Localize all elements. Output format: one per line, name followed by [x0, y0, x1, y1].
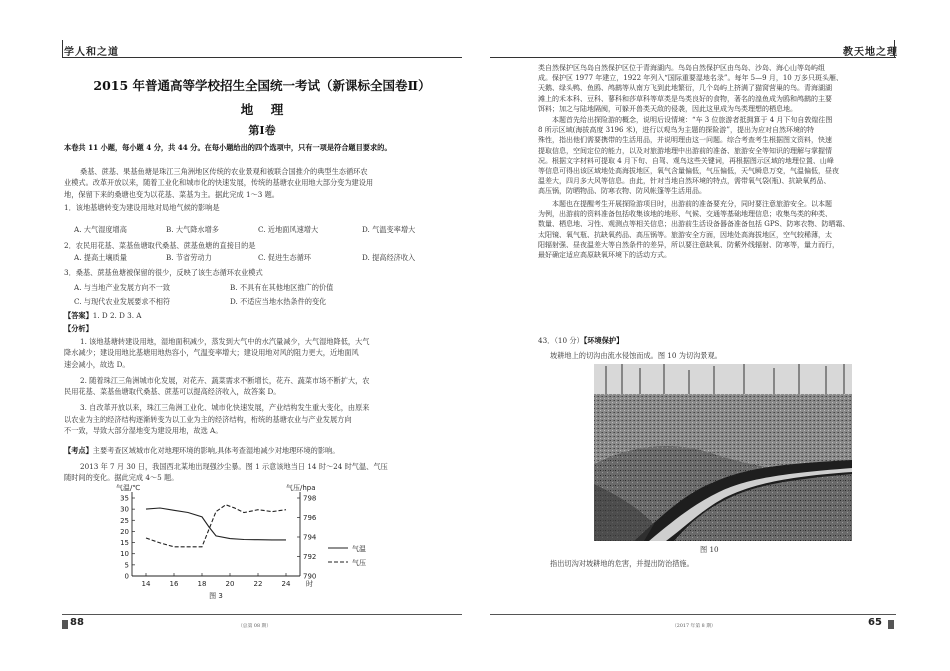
- x-axis-unit: 时: [306, 580, 313, 588]
- section-instructions: 本卷共 11 小题，每小题 4 分，共 44 分。在每小题给出的四个选项中，只有一项是符合题目要求的。: [64, 143, 392, 152]
- gully-photo: [594, 364, 852, 541]
- right-p1-line: 成。保护区 1977 年建立，1922 年列入“国际重要湿地名录”。每年 5—9 月，10 万多只斑头雁、: [538, 74, 843, 83]
- left-header-rule: [62, 57, 462, 58]
- right-p2-line: 温差大，四月多大风等信息。由此，针对当地自然环境的特点，需带氧气袋(瓶)、抗缺氧药品、: [538, 177, 831, 186]
- left-tick-label: 25: [120, 516, 129, 525]
- right-page-marker: [888, 620, 894, 629]
- series-line-pressure: [146, 505, 286, 547]
- left-page-marker: [62, 620, 68, 629]
- right-p2-line: 高压锅，防晒物品、防寒衣物、防风帐篷等生活用品。: [538, 187, 706, 196]
- answer-label: 【答案】: [64, 311, 93, 320]
- right-tick-label: 798: [303, 494, 317, 503]
- q3-option-a[interactable]: A. 与当地产业发展方向不一致: [74, 283, 171, 292]
- passage-1-line: 地，保留下来的桑塘也变为以花基、菜基为主。据此完成 1～3 题。: [64, 189, 279, 199]
- right-p3-line: 太阳镜、氧气瓶、抗缺氧药品、高压锅等。旅游安全方面，因地处高海拔地区，空气较稀薄，太: [538, 230, 832, 239]
- chart-caption: 图 3: [209, 592, 223, 600]
- left-tick-label: 15: [120, 539, 129, 548]
- q3-option-c[interactable]: C. 与现代农业发展要求不相符: [74, 297, 171, 306]
- right-paragraph-3: [538, 199, 894, 260]
- q2-option-b[interactable]: B. 节省劳动力: [166, 253, 212, 262]
- right-tick-label: 794: [303, 533, 317, 542]
- q43-tag: 【环境保护】: [583, 336, 624, 345]
- left-footer-rule: [62, 614, 462, 615]
- analysis-line: 不一致，导致大部分湿地变为建设用地，故选 A。: [64, 426, 223, 436]
- passage-2-line: 随时间的变化。据此完成 4～5 题。: [64, 473, 179, 483]
- right-p1-line: 滩上的禾本科、豆科、蓼科和莎草科等草类是鸟类良好的食物，著名的湟鱼成为鸥和鸬鹚的主要: [538, 94, 832, 103]
- analysis-line: 以农业为主的经济结构逐渐转变为以工业为主的经济结构，桁统的基塘农业与产业发展方向: [64, 414, 352, 424]
- q3-option-b[interactable]: B. 不具有在其他地区推广的价值: [230, 283, 334, 292]
- left-tick-label: 10: [120, 550, 129, 559]
- right-p2-line: 等信息可得出该区域地处高海拔地区，氧气含量偏低，气压偏低，天气瞬息万变，气温偏低，昼夜: [538, 167, 839, 176]
- passage-2: [64, 461, 458, 484]
- analysis-label: 【分析】: [64, 324, 93, 333]
- left-tick-label: 30: [120, 505, 129, 514]
- right-p3-line: 数量、栖息地、习性、观测点等相关信息；出游前生活设备器备准备包括 GPS、防寒衣物、防晒霜、: [538, 220, 850, 229]
- left-header-tag: 学人和之道: [64, 47, 119, 58]
- q1-option-c[interactable]: C. 近地面风速增大: [258, 225, 319, 234]
- x-tick-label: 22: [253, 580, 263, 588]
- analysis-text: [64, 336, 458, 436]
- section-title: 第Ⅰ卷: [248, 124, 276, 137]
- q2-option-d[interactable]: D. 提高经济收入: [362, 253, 416, 262]
- question-2: 2．农民用花基、菜基鱼塘取代桑基、蔗基鱼塘的直接目的是: [64, 241, 256, 250]
- x-tick-label: 20: [225, 580, 235, 588]
- right-p3-line: 最好确定适应高原缺氧环境下的活动方式。: [538, 251, 671, 260]
- right-axis-title: 气压/hpa: [286, 484, 316, 492]
- right-paragraph-2: [538, 115, 894, 197]
- exam-title: 2015 年普通高等学校招生全国统一考试（新课标全国卷Ⅱ）: [93, 78, 431, 93]
- right-issue-note: （2017 年第 8 期）: [672, 624, 716, 629]
- figure-10-caption: 图 10: [700, 545, 719, 554]
- right-p1-line: 天鹅、绿头鸭、鱼鸥、鸬鹚等从南方飞到此地繁衍，几个岛屿上挤满了猫窝营巢的鸟。青海湖湖: [538, 84, 832, 93]
- legend-label: 气压: [352, 559, 366, 567]
- right-tick-label: 792: [303, 553, 317, 561]
- left-tick-label: 5: [124, 561, 129, 570]
- left-page-number: 88: [70, 617, 84, 628]
- right-p3-line: 阳辐射强、昼夜温差大等自然条件的差异，所以要注意缺氧、防紫外线辐射、防寒等，量力而行，: [538, 240, 839, 249]
- left-issue-note: （总第 08 期）: [238, 624, 272, 629]
- q43-ask: 指出切沟对坡耕地的危害，并提出防治措施。: [550, 559, 694, 568]
- q3-option-d[interactable]: D. 不适应当地水热条件的变化: [230, 297, 327, 306]
- q43-number: 43．（10 分）: [538, 336, 584, 345]
- right-header-tick: [894, 40, 895, 57]
- analysis-line: 民用花基、菜基鱼塘取代桑基、蔗基可以提高经济收入，故答案 D。: [64, 387, 281, 397]
- q1-option-b[interactable]: B. 大气降水增多: [166, 225, 219, 234]
- analysis-line: 3. 自改革开放以来，珠江三角洲工业化、城市化快速发展，产业结构发生重大变化，由原来: [80, 403, 370, 413]
- legend-label: 气温: [352, 545, 366, 553]
- kaodian-label: 【考点】: [64, 446, 93, 455]
- analysis-line: 速会减小，故选 D。: [64, 359, 130, 369]
- right-p2-line: 况。根据文字材料可提取 4 月下旬、自驾、观鸟这些关键词，再根据图示区域的地理位置、山峰: [538, 156, 834, 165]
- answer-value: 1. D 2. D 3. A: [92, 311, 142, 320]
- q2-option-c[interactable]: C. 促进生态循环: [258, 253, 311, 262]
- passage-1-line: 桑基、蔗基、果基鱼塘是珠江三角洲地区传统的农业景观和被联合国推介的典型生态循环农: [80, 167, 368, 176]
- right-p2-line: 8 所示区域(海拔高度 3196 米)，进行以观鸟为主题的探险游”，提出为应对自然环境的特: [538, 126, 814, 135]
- right-p1-line: 饵料；加之与陆地隔阂，可躲开兽类天敌的侵袭，因此这里成为鸟类理想的栖息地。: [538, 104, 797, 113]
- question-1: 1．该地基塘转变为建设用地对局地气候的影响是: [64, 203, 220, 212]
- right-header-tag: 教天地之理: [843, 47, 898, 58]
- subject-title: 地 理: [240, 102, 284, 117]
- kaodian-line: [64, 445, 458, 456]
- answer-line: [64, 310, 141, 321]
- right-p1-line: 类自然保护区鸟岛自然保护区位于青海湖内。鸟岛自然保护区由鸟岛、沙岛、海心山等岛屿组: [538, 64, 825, 72]
- series-line-temperature: [146, 508, 286, 540]
- right-paragraph-1: [538, 63, 894, 114]
- right-header-rule: [490, 57, 896, 58]
- analysis-line: 1. 该地基塘转建设用地，湿地面积减少，蒸发到大气中的水汽量减少，大气湿地降低，大气: [80, 337, 370, 346]
- x-tick-label: 24: [281, 580, 291, 588]
- left-axis-title: 气温/℃: [116, 484, 141, 492]
- kaodian-text: 主要考查区域城市化对地理环境的影响,具体考查湿地减少对地理环境的影响。: [92, 446, 340, 455]
- left-tick-label: 0: [124, 572, 129, 581]
- passage-1-line: 业模式。改革开放以来，随着工业化和城市化的快速发展，传统的基塘农业用地大部分变为建设用: [64, 178, 374, 188]
- right-footer-rule: [490, 614, 896, 615]
- passage-1: [64, 166, 458, 200]
- right-p2-line: 本题首先给出探险游的概念，说明后设情境：“车 3 位旅游者抵拥算于 4 月下旬自敦煌往图: [552, 116, 833, 124]
- x-tick-label: 16: [169, 580, 179, 588]
- right-p2-line: 殊性，指出他们需要携带的生活用品，并说明理由这一问题。综合考查考生根据图文资料，快速: [538, 136, 832, 145]
- right-tick-label: 796: [303, 514, 317, 522]
- left-tick-label: 20: [120, 527, 129, 536]
- passage-2-line: 2013 年 7 月 30 日，我国西北某地出现强沙尘暴。图 1 示意该地当日 14 时～24 时气温、气压: [80, 462, 388, 471]
- left-tick-label: 35: [120, 494, 129, 503]
- q43-text: 坡耕地上的切沟由流水侵蚀而成。图 10 为切沟景观。: [550, 351, 722, 360]
- right-p3-line: 为例，出游前的资料准备包括收集该地的地形、气候、交通等基础地理信息；收集鸟类的种类、: [538, 210, 832, 219]
- right-tick-label: 790: [303, 572, 317, 581]
- question-3: 3．桑基、蔗基鱼塘被保留的很少，反映了该生态循环农业模式: [64, 268, 263, 277]
- x-tick-label: 14: [141, 580, 151, 588]
- left-header-tick: [62, 40, 63, 57]
- q1-option-a[interactable]: A. 大气湿度增高: [74, 225, 127, 234]
- analysis-line: 2. 随着珠江三角洲城市化发展，对花卉、蔬菜需求不断增长，花卉、蔬菜市场不断扩大，农: [80, 375, 370, 385]
- temperature-pressure-chart: [108, 484, 378, 604]
- gully-photo-drawing: [594, 364, 852, 541]
- analysis-line: 降水减少；建设用地比基塘用地热容小，气温变率增大；建设用地对风的阻力更大，近地面风: [64, 348, 359, 358]
- x-tick-label: 18: [197, 580, 207, 588]
- q2-option-a[interactable]: A. 提高土壤质量: [74, 253, 127, 262]
- right-p3-line: 本题也在提醒考生开展探险游项目时，出游前的准备要充分，同时要注意旅游安全。以本题: [552, 200, 832, 208]
- q1-option-d[interactable]: D. 气温变率增大: [362, 225, 416, 234]
- right-page-number: 65: [868, 617, 882, 628]
- question-43: [538, 335, 623, 346]
- right-p2-line: 提取信息，空间定位的能力，以及对旅游地理中出游前的准备、旅游安全等知识的理解与掌握情: [538, 146, 832, 155]
